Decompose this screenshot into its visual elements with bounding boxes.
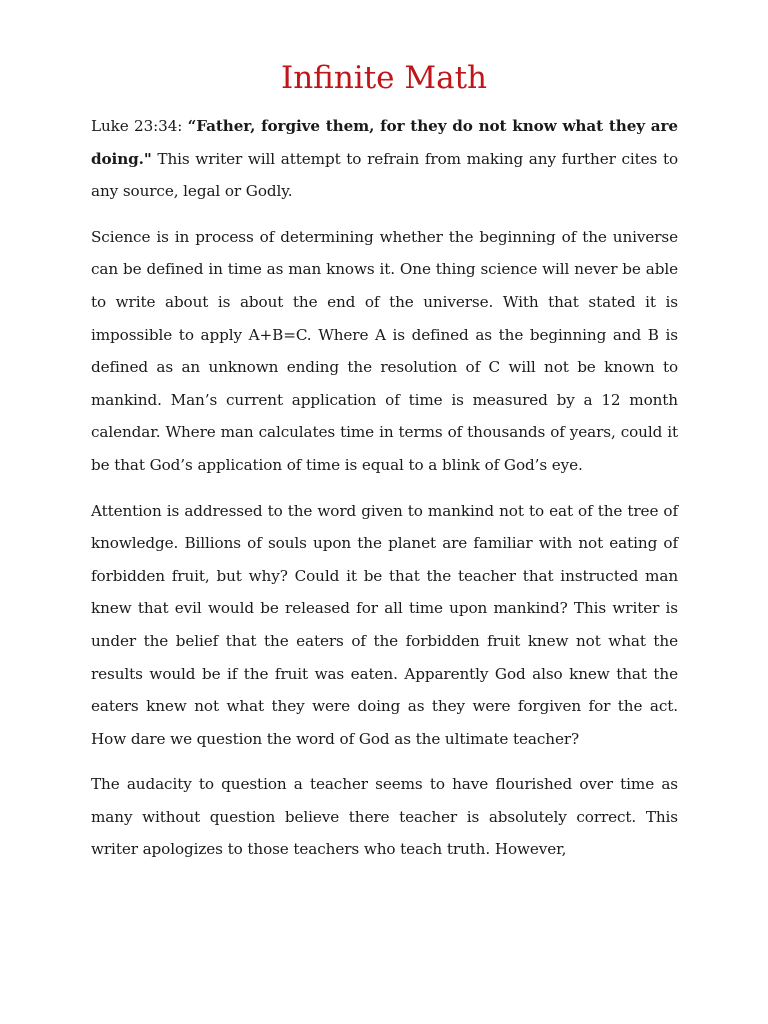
paragraph-3: Attention is addressed to the word given to mankind not to eat of the tree of knowledge. Billions of souls upon the planet are familiar with not eating of forbidden fruit, but why? Could it be that the teacher that instructed man knew that evil would be released for all time upon mankind? This writer is under the belief that the eaters of the forbidden fruit knew not what the results would be if the fruit was eaten. Apparently God also knew that the eaters knew not what they were doing as they were forgiven for the act. How dare we question the word of God as the ultimate teacher? [91,501,678,748]
document-title: Infinite Math [280,60,488,96]
paragraph-1-text: This writer will attempt to refrain from making any further cites to any source, legal or Godly. [91,149,678,201]
paragraph-4: The audacity to question a teacher seems to have flourished over time as many without question believe there teacher is absolutely correct. This writer apologizes to those teachers who teach truth. However, [91,775,678,859]
document-body [91,110,678,879]
paragraph-1 [91,110,678,208]
paragraph-2: Science is in process of determining whether the beginning of the universe can be defined in time as man knows it. One thing science will never be able to write about is about the end of the universe. With that stated it is impossible to apply A+B=C. Where A is defined as the beginning and B is defined as an unknown ending the resolution of C will not be known to mankind. Man’s current application of time is measured by a 12 month calendar. Where man calculates time in terms of thousands of years, could it be that God’s application of time is equal to a blink of God’s eye. [91,227,678,474]
scripture-quote: “Father, forgive them, for they do not know what they are doing." [91,117,678,168]
scripture-reference: Luke 23:34: [91,117,188,135]
